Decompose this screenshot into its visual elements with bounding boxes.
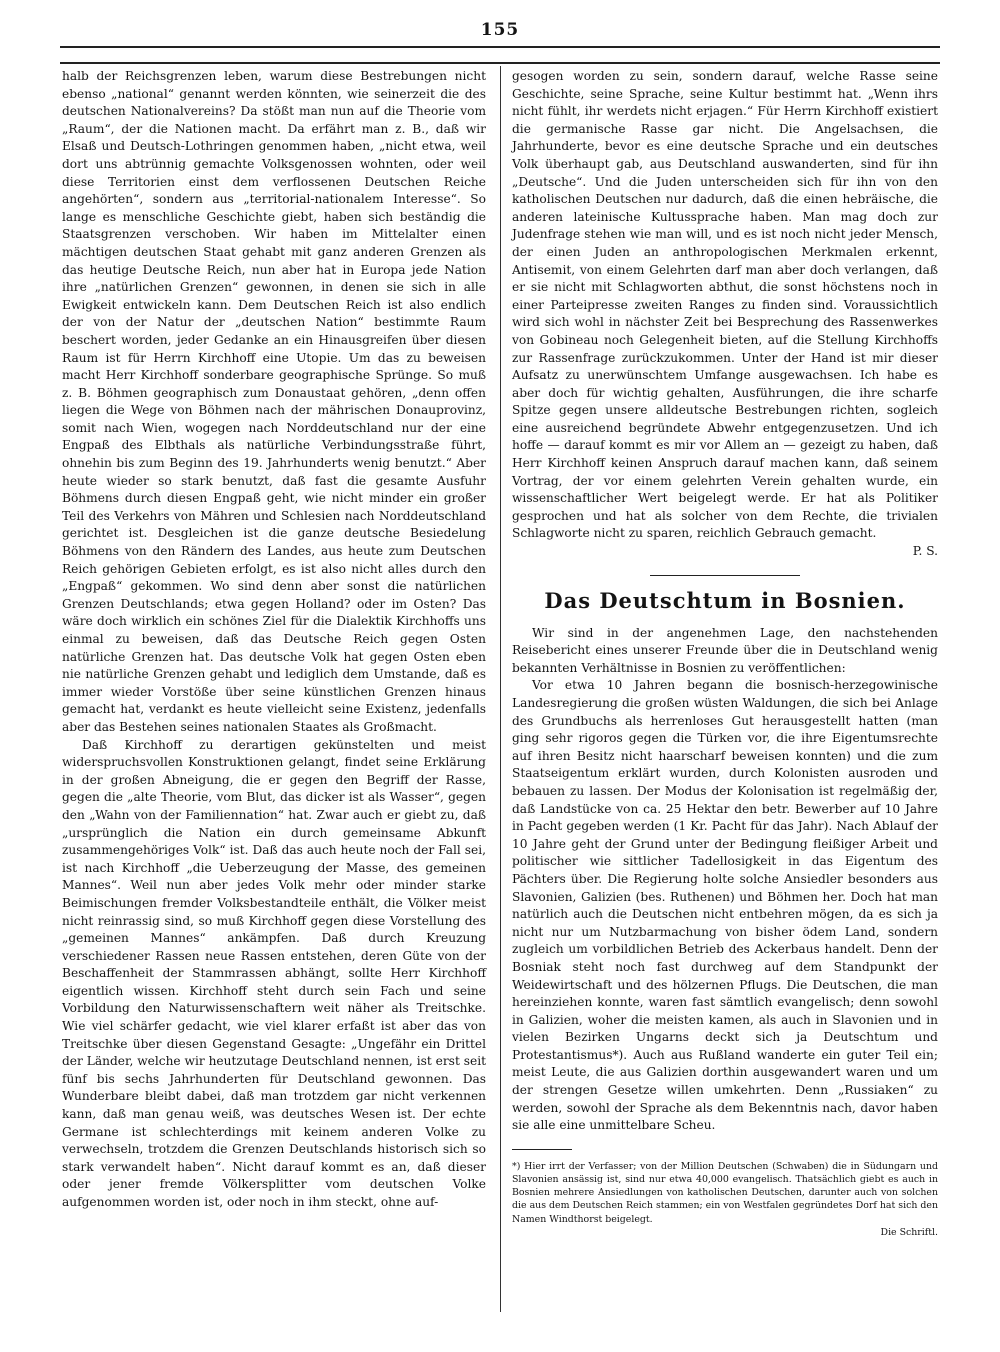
footnote-signature: Die Schriftl. [880, 1226, 938, 1238]
footnote-rule [512, 1149, 572, 1150]
body-paragraph: halb der Reichsgrenzen leben, warum diese Bestrebungen nicht ebenso „national“ genannt werden könnten, wie seinerzeit die des deutschen Nationalvereins? Da stößt man nun auf die Theorie vom „Raum“, der die Nationen macht. Da erfährt man z. B., daß wir Elsaß und Deutsch-Lothringen genommen haben, „nicht etwa, weil dort uns abtrünnig gemachte Volksgenossen wohnten, oder weil diese Territorien einst dem verflossenen Deutschen Reiche angehörten“, sondern aus „territorial-nationalem Interesse“. So lange es menschliche Geschichte giebt, haben sich beständig die Staatsgrenzen verschoben. Wir haben im Mittelalter einen mächtigen deutschen Staat gehabt mit ganz anderen Grenzen als das heutige Deutsche Reich, nun aber hat in Europa jede Nation ihre „natürlichen Grenzen“ gewonnen, in denen sie sich in alle Ewigkeit entwickeln kann. Dem Deutschen Reich ist also endlich der von der Natur der „deutschen Nation“ bestimmte Raum beschert worden, jeder Gedanke an ein Hinausgreifen über diesen Raum ist für Herrn Kirchhoff eine Utopie. Um das zu beweisen macht Herr Kirchhoff sonderbare geographische Sprünge. So muß z. B. Böhmen geographisch zum Donaustaat gehören, „denn offen liegen die Wege von Böhmen nach der mährischen Donauprovinz, somit nach Wien, wogegen nach Norddeutschland nur der eine Engpaß des Elbthals als natürliche Verbindungsstraße führt, ohnehin bis zum Beginn des 19. Jahrhunderts wenig benutzt.“ Aber heute wieder so stark benutzt, daß fast die gesamte Ausfuhr Böhmens durch diesen Engpaß geht, wie nicht minder ein großer Teil des Verkehrs von Mähren und Schlesien nach Norddeutschland gerichtet ist. Desgleichen ist die ganze deutsche Besiedelung Böhmens von den Rändern des Landes, aus heute zum Deutschen Reich gehörigen Gebieten erfolgt, es ist also nicht alles durch den „Engpaß“ gekommen. Wo sind denn aber sonst die natürlichen Grenzen Deutschlands; etwa gegen Holland? oder im Osten? Das wäre doch wirklich ein schönes Ziel für die Dialektik Kirchhoffs uns einmal zu beweisen, daß das Deutsche Reich gegen Osten natürliche Grenzen hat. Das deutsche Volk hat gegen Osten eben nie natürliche Grenzen gehabt und lediglich dem Umstande, daß es immer wieder Vorstöße über seine künstlichen Grenzen hinaus gemacht hat, verdankt es heute vielleicht seine Existenz, jedenfalls aber das Bestehen seines nationalen Staates als Großmacht. [62, 69, 486, 734]
footnote-text: *) Hier irrt der Verfasser; von der Million Deutschen (Schwaben) die in Südungarn und Slavonien ansässig ist, sind nur etwa 40,000 evangelisch. Thatsächlich giebt es auch in Bosnien mehrere Ansiedlungen von katholischen Deutschen, darunter auch von solchen die aus dem Deutschen Reich stammen; ein von Westfalen gegründetes Dorf hat sich den Namen Windthorst beigelegt. [512, 1160, 938, 1225]
header-rule-bottom [60, 62, 940, 64]
section-body-paragraph: Vor etwa 10 Jahren begann die bosnisch-herzegowinische Landesregierung die großen wüsten Waldungen, die sich bei Anlage des Grundbuchs als herrenloses Gut herausgestellt hatten (man ging sehr rigoros gegen die Türken vor, die ihre Eigentumsrechte auf ihren Besitz nicht haarscharf beweisen konnten) und die zum Staatseigentum erklärt wurden, durch Kolonisten ausroden und bebauen zu lassen. Der Modus der Kolonisation ist regelmäßig der, daß Landstücke von ca. 25 Hektar den betr. Bewerber auf 10 Jahre in Pacht gegeben werden (1 Kr. Pacht für das Jahr). Nach Ablauf der 10 Jahre geht der Grund unter der Bedingung fleißiger Arbeit und politischer wie sittlicher Tadellosigkeit in das Eigentum des Pächters über. Die Regierung holte solche Ansiedler besonders aus Slavonien, Galizien (bes. Ruthenen) und Böhmen her. Doch hat man natürlich auch die Deutschen nicht entbehren mögen, da es sich ja nicht nur um Nutzbarmachung von bisher ödem Land, sondern zugleich um vorbildlichen Betrieb des Ackerbaus handelt. Denn der Bosniak steht noch fast durchweg auf dem Standpunkt der Weidewirtschaft und des hölzernen Pflugs. Die Deutschen, die man hereinziehen konnte, waren fast sämtlich evangelisch; denn sowohl in Galizien, woher die meisten kamen, als auch in Slavonien und in vielen Bezirken Ungarns deckt sich ja Deutschtum und Protestantismus*). Auch aus Rußland wanderte ein guter Teil ein; meist Leute, die aus Galizien dorthin ausgewandert waren und um der strengen Gesetze willen umkehrten. Denn „Russiaken“ zu werden, sowohl der Sprache als dem Bekenntnis nach, davor haben sie alle eine unmittelbare Scheu. [512, 678, 938, 1133]
section-intro-paragraph: Wir sind in der angenehmen Lage, den nachstehenden Reisebericht eines unserer Freunde über die in Deutschland wenig bekannten Verhältnisse in Bosnien zu veröffentlichen: [512, 625, 938, 675]
body-paragraph: Daß Kirchhoff zu derartigen gekünstelten und meist widerspruchsvollen Konstruktionen gelangt, findet seine Erklärung in der großen Abneigung, die er gegen den Begriff der Rasse, gegen die „alte Theorie, vom Blut, das dicker ist als Wasser“, gegen den „Wahn von der Familiennation“ hat. Zwar auch er giebt zu, daß „ursprünglich die Nation ein durch gemeinsame Abkunft zusammengehöriges Volk“ ist. Daß das auch heute noch der Fall sei, ist nach Kirchhoff „die Ueberzeugung der Masse, des gemeinen Mannes“. Weil nun aber jedes Volk mehr oder minder starke Beimischungen fremder Volksbestandteile enthält, die Völker meist nicht reinrassig sind, so muß Kirchhoff gegen diese Vorstellung des „gemeinen Mannes“ ankämpfen. Daß durch Kreuzung verschiedener Rassen neue Rassen entstehen, deren Güte von der Beschaffenheit der Stammrassen abhängt, sollte Herr Kirchhoff eigentlich wissen. Kirchhoff steht durch sein Fach und seine Vorbildung den Naturwissenschaftern weit näher als Treitschke. Wie viel schärfer gedacht, wie viel klarer erfaßt ist aber das von Treitschke über diesen Gegenstand Gesagte: „Ungefähr ein Drittel der Länder, welche wir heutzutage Deutschland nennen, ist erst seit fünf bis sechs Jahrhunderten für Deutschland gewonnen. Das Wunderbare bleibt dabei, daß man trotzdem gar nicht verkennen kann, daß man genau weiß, was deutsches Wesen ist. Der echte Germane ist schlechterdings mit keinem anderen Volke zu verwechseln, trotzdem die Grenzen Deutschlands historisch sich so stark verwandelt haben“. Nicht darauf kommt es an, daß dieser oder jener fremde Völkersplitter vom deutschen Volke aufgenommen worden ist, oder noch in ihm steckt, ohne auf- [62, 737, 486, 1209]
article-signature: P. S. [912, 544, 938, 559]
section-divider [650, 575, 800, 576]
section-title: Das Deutschtum in Bosnien. [544, 587, 906, 613]
page-number: 155 [480, 20, 520, 40]
header-rule-top [60, 46, 940, 48]
left-column [62, 68, 486, 1212]
right-column [512, 68, 938, 1239]
column-divider [500, 66, 501, 1312]
body-paragraph: gesogen worden zu sein, sondern darauf, welche Rasse seine Geschichte, seine Sprache, seine Kultur bestimmt hat. „Wenn ihrs nicht fühlt, ihr werdets nicht erjagen.“ Für Herrn Kirchhoff existiert die germanische Rasse gar nicht. Die Angelsachsen, die Jahrhunderte, bevor es eine deutsche Sprache und ein deutsches Volk überhaupt gab, aus Deutschland auswanderten, sind für ihn „Deutsche“. Und die Juden unterscheiden sich für ihn von den katholischen Deutschen nur dadurch, daß die einen hebräische, die anderen lateinische Kultussprache haben. Man mag doch zur Judenfrage stehen wie man will, und es ist noch nicht jeder Mensch, der einen Juden an anthropologischen Merkmalen erkennt, Antisemit, von einem Gelehrten darf man aber doch verlangen, daß er sie nicht mit Schlagworten abthut, die sonst höchstens noch in einer Parteipresse zweiten Ranges zu finden sind. Voraussichtlich wird sich wohl in nächster Zeit bei Besprechung des Rassenwerkes von Gobineau noch Gelegenheit bieten, auf die Stellung Kirchhoffs zur Rassenfrage zurückzukommen. Unter der Hand ist mir dieser Aufsatz zu unerwünschtem Umfange ausgewachsen. Ich habe es aber doch für wichtig gehalten, Ausführungen, die ihre scharfe Spitze gegen unsere alldeutsche Bestrebungen richten, sogleich eine ausreichend begründete Abwehr entgegenzusetzen. Und ich hoffe — darauf kommt es mir vor Allem an — gezeigt zu haben, daß Herr Kirchhoff keinen Anspruch darauf machen kann, daß seinem Vortrag, der vor einem gelehrten Verein gehalten wurde, ein wissenschaftlicher Wert beigelegt werde. Er hat als Politiker gesprochen und hat als solcher von dem Rechte, die trivialen Schlagworte nicht zu sparen, reichlich Gebrauch gemacht. [512, 69, 938, 541]
footnote [512, 1160, 938, 1239]
article-signature-line [512, 543, 938, 561]
